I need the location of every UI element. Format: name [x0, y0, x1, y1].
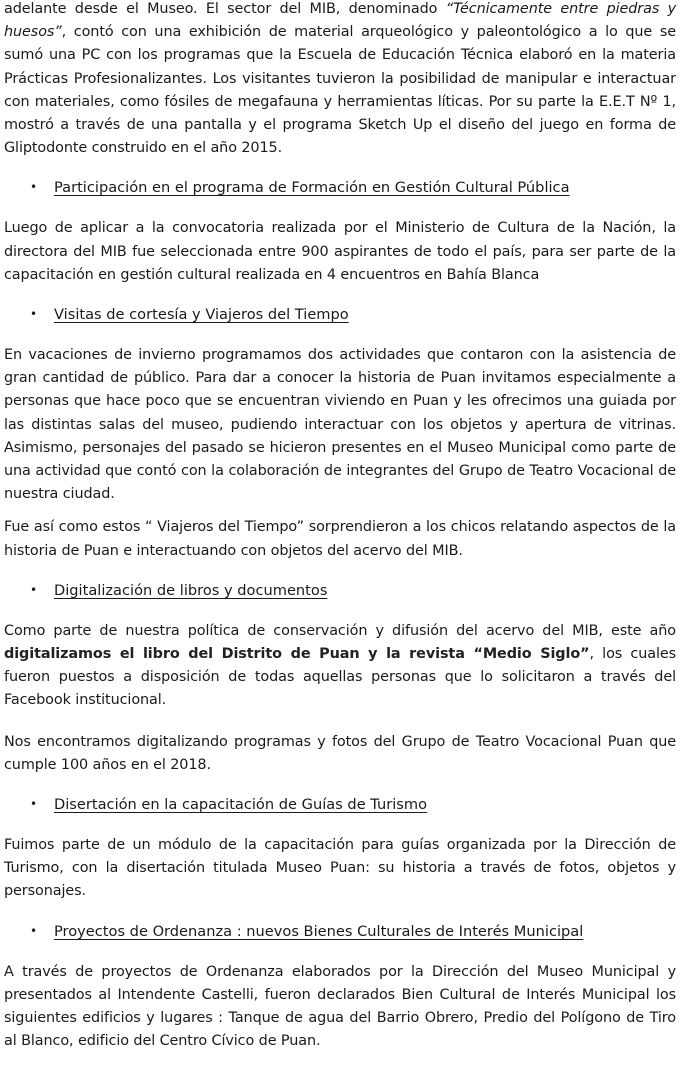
paragraph-visitas-1: En vacaciones de invierno programamos dos actividades que contaron con la asistencia de gran cantidad de público. Para dar a conocer la historia de Puan invitamos especialmente a personas que hace poco que se encuentran viviendo en Puan y les ofrecimos una guiada por las distintas salas del museo, pudiendo interactuar con los objetos y apertura de vitrinas. Asimismo, personajes del pasado se hicieron presentes en el Museo Municipal como parte de una actividad que contó con la colaboración de integrantes del Grupo de Teatro Vocacional de nuestra ciudad. [4, 347, 676, 503]
digitalizacion-text-a: Como parte de nuestra política de conservación y difusión del acervo del MIB, este año [4, 622, 676, 639]
paragraph-guias: Fuimos parte de un módulo de la capacitación para guías organizada por la Dirección de Turismo, con la disertación titulada Museo Puan: su historia a través de fotos, objetos y personajes. [4, 837, 676, 900]
paragraph-visitas-2: Fue así como estos “ Viajeros del Tiempo” sorprendieron a los chicos relatando aspectos de la historia de Puan e interactuando con objetos del acervo del MIB. [4, 519, 676, 559]
heading-text: Disertación en la capacitación de Guías de Turismo [54, 796, 428, 814]
section-heading-guias [4, 793, 676, 816]
intro-text-c: , contó con una exhibición de material arqueológico y paleontológico a lo que se sumó una PC con los programas que la Escuela de Educación Técnica elaboró en la materia Prácticas Profesionalizantes. Los visitantes tuvieron la posibilidad de manipular e interactuar con materiales, como fósiles de megafauna y herramientas líticas. Por su parte la E.E.T Nº 1, mostró a través de una pantalla y el programa Sketch Up el diseño del juego en forma de Gliptodonte construido en el año 2015. [4, 24, 676, 157]
bullet-icon: • [30, 582, 38, 597]
section-heading-formacion [4, 176, 676, 199]
section-heading-digitalizacion [4, 579, 676, 602]
bullet-icon: • [30, 180, 38, 195]
digitalizacion-highlight: digitalizamos el libro del Distrito de Puan y la revista “Medio Siglo” [4, 646, 590, 663]
paragraph-digitalizacion-1 [4, 620, 676, 713]
section-heading-ordenanza [4, 920, 676, 943]
intro-paragraph [4, 0, 676, 160]
bullet-icon: • [30, 797, 38, 812]
paragraph-formacion: Luego de aplicar a la convocatoria realizada por el Ministerio de Cultura de la Nación, la directora del MIB fue seleccionada entre 900 aspirantes de todo el país, para ser parte de la capacitación en gestión cultural realizada en 4 encuentros en Bahía Blanca [4, 220, 676, 283]
section-heading-visitas [4, 303, 676, 326]
heading-text: Participación en el programa de Formación en Gestión Cultural Pública [54, 179, 570, 197]
intro-text-a: adelante desde el Museo. El sector del MIB, denominado [4, 1, 446, 17]
heading-text: Proyectos de Ordenanza : nuevos Bienes Culturales de Interés Municipal [54, 922, 584, 940]
digitalizacion-text-c: , los cuales fueron puestos a disposición de todas aquellas personas que lo solicitaron a través del Facebook institucional. [4, 646, 676, 709]
exhibit-name: “Técnicamente entre piedras y huesos” [4, 1, 677, 41]
paragraph-digitalizacion-2: Nos encontramos digitalizando programas y fotos del Grupo de Teatro Vocacional Puan que cumple 100 años en el 2018. [4, 733, 676, 773]
heading-text: Visitas de cortesía y Viajeros del Tiempo [54, 306, 349, 324]
heading-text: Digitalización de libros y documentos [54, 581, 328, 599]
paragraph-ordenanza: A través de proyectos de Ordenanza elaborados por la Dirección del Museo Municipal y presentados al Intendente Castelli, fueron declarados Bien Cultural de Interés Municipal los siguientes edificios y lugares : Tanque de agua del Barrio Obrero, Predio del Polígono de Tiro al Blanco, edificio del Centro Cívico de Puan. [4, 963, 676, 1050]
bullet-icon: • [30, 923, 38, 938]
bullet-icon: • [30, 307, 38, 322]
